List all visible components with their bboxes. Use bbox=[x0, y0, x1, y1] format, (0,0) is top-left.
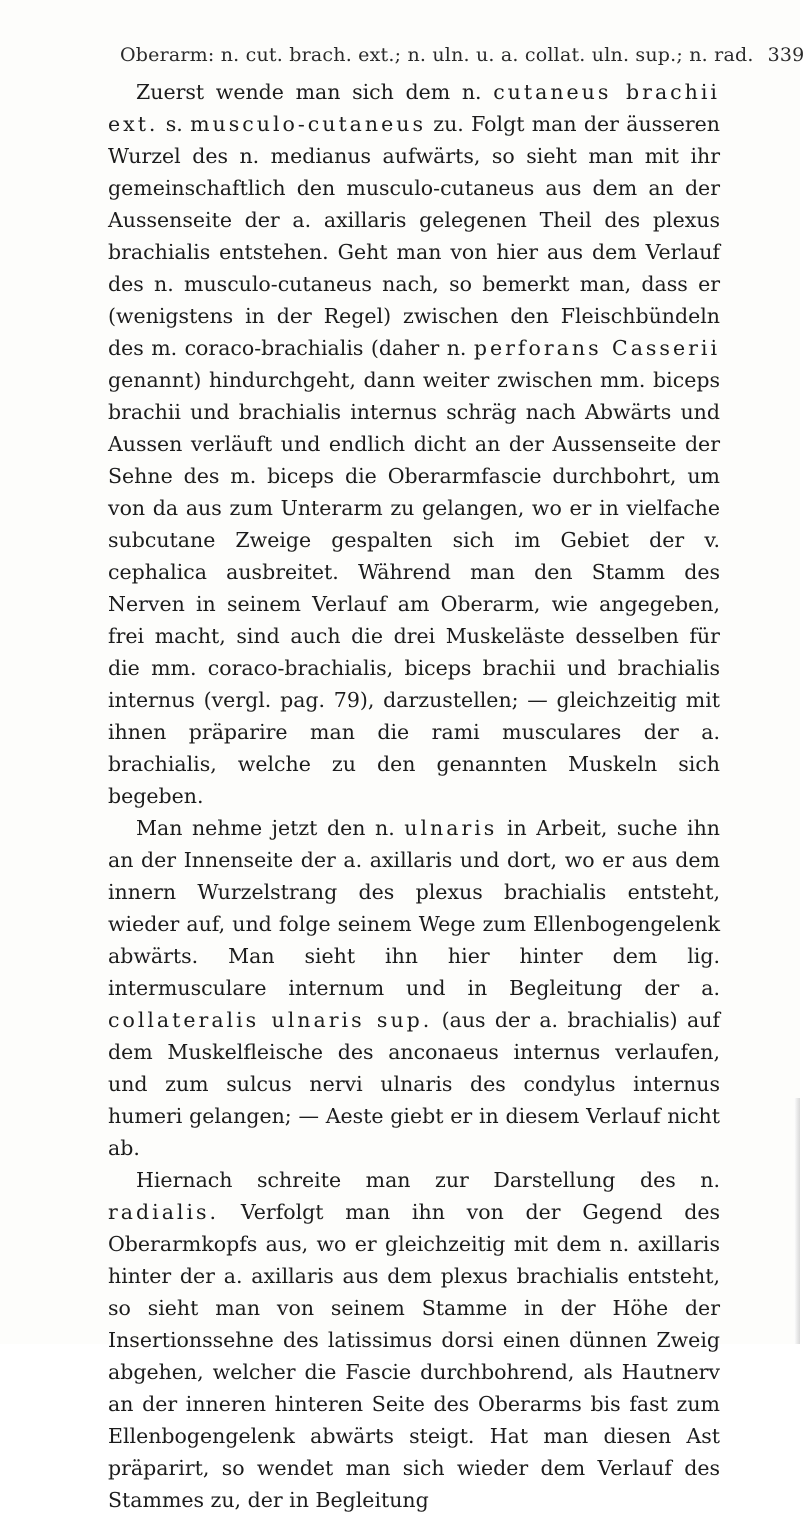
page-header bbox=[120, 44, 804, 66]
text-run: Zuerst wende man sich dem n. bbox=[136, 80, 494, 104]
text-run: Hiernach schreite man zur Darstellung des n. bbox=[136, 1168, 720, 1192]
page-number: 339 bbox=[767, 44, 804, 66]
emphasized-term: cutaneus brachii ext. bbox=[108, 80, 720, 136]
text-run: (aus der a. brachialis) auf dem Muskelfleische des anconaeus internus verlaufen, und zum sulcus nervi ulnaris des condylus internus humeri gelangen; — Aeste giebt er in diesem Verlauf nicht ab. bbox=[108, 1008, 720, 1160]
text-run: genannt) hindurchgeht, dann weiter zwischen mm. biceps brachii und brachialis internus schräg nach Abwärts und Aussen verläuft und endlich dicht an der Aussenseite der Sehne des m. biceps die Oberarmfascie durchbohrt, um von da aus zum Unterarm zu gelangen, wo er in vielfache subcutane Zweige gespalten sich im Gebiet der v. cephalica ausbreitet. Während man den Stamm des Nerven in seinem Verlauf am Oberarm, wie angegeben, frei macht, sind auch die drei Muskeläste desselben für die mm. coraco-brachialis, biceps brachii und brachialis internus (vergl. pag. 79), darzustellen; — gleichzeitig mit ihnen präparire man die rami musculares der a. brachialis, welche zu den genannten Muskeln sich begeben. bbox=[108, 368, 720, 808]
page-edge-shadow bbox=[794, 1098, 800, 1344]
paragraph-radialis bbox=[108, 1164, 720, 1516]
text-run: in Arbeit, suche ihn an der Innenseite der a. axillaris und dort, wo er aus dem innern Wurzelstrang des plexus brachialis entsteht, wieder auf, und folge seinem Wege zum Ellenbogengelenk abwärts. Man sieht ihn hier hinter dem lig. intermusculare internum und in Begleitung der a. bbox=[108, 816, 720, 1000]
emphasized-term: collateralis ulnaris sup. bbox=[108, 1008, 433, 1032]
emphasized-term: perforans Casserii bbox=[473, 336, 720, 360]
emphasized-term: musculo-cutaneus bbox=[190, 112, 426, 136]
text-run: zu. Folgt man der äusseren Wurzel des n. medianus aufwärts, so sieht man mit ihr gemeinschaftlich den musculo-cutaneus aus dem an der Aussenseite der a. axillaris gelegenen Theil des plexus brachialis entstehen. Geht man von hier aus dem Verlauf des n. musculo-cutaneus nach, so bemerkt man, dass er (wenigstens in der Regel) zwischen den Fleischbündeln des m. coraco-brachialis (daher n. bbox=[108, 112, 720, 360]
text-run: Man nehme jetzt den n. bbox=[136, 816, 405, 840]
paragraph-musculo-cutaneus bbox=[108, 76, 720, 812]
text-run: s. bbox=[158, 112, 191, 136]
emphasized-term: ulnaris bbox=[404, 816, 498, 840]
emphasized-term: radialis. bbox=[108, 1200, 220, 1224]
text-run: Verfolgt man ihn von der Gegend des Oberarmkopfs aus, wo er gleichzeitig mit dem n. axillaris hinter der a. axillaris aus dem plexus brachialis entsteht, so sieht man von seinem Stamme in der Höhe der Insertionssehne des latissimus dorsi einen dünnen Zweig abgehen, welcher die Fascie durchbohrend, als Hautnerv an der inneren hinteren Seite des Oberarms bis fast zum Ellenbogengelenk abwärts steigt. Hat man diesen Ast präparirt, so wendet man sich wieder dem Verlauf des Stammes zu, der in Begleitung bbox=[108, 1200, 720, 1512]
body-text bbox=[108, 76, 720, 1516]
running-head: Oberarm: n. cut. brach. ext.; n. uln. u. a. collat. uln. sup.; n. rad. bbox=[120, 44, 754, 66]
paragraph-ulnaris bbox=[108, 812, 720, 1164]
